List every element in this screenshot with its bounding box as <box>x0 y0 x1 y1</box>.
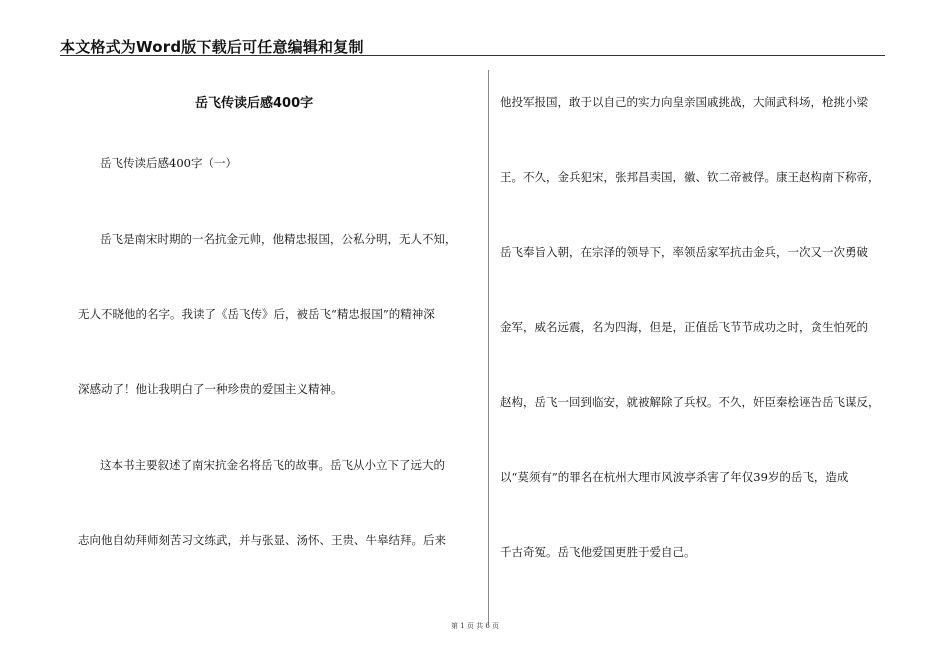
right-paragraph-line: 以“莫须有”的罪名在杭州大理市风波亭杀害了年仅39岁的岳飞，造成 <box>500 470 849 484</box>
right-paragraph-line: 王。不久，金兵犯宋，张邦昌卖国，徽、钦二帝被俘。康王赵构南下称帝， <box>500 170 880 184</box>
document-title: 岳飞传读后感400字 <box>195 96 314 111</box>
column-divider <box>488 70 489 625</box>
right-paragraph-line: 千古奇冤。岳飞他爱国更胜于爱自己。 <box>500 545 696 559</box>
document-banner: 本文格式为Word版下载后可任意编辑和复制 <box>60 38 364 56</box>
left-paragraph-line: 志向他自幼拜师刻苦习文练武，并与张显、汤怀、王贵、牛皋结拜。后来 <box>78 533 446 547</box>
right-paragraph-line: 赵构，岳飞一回到临安，就被解除了兵权。不久，奸臣秦桧诬告岳飞谋反， <box>500 395 880 409</box>
right-paragraph-line: 岳飞奉旨入朝，在宗泽的领导下，率领岳家军抗击金兵，一次又一次勇破 <box>500 245 868 259</box>
right-paragraph-line: 他投军报国，敢于以自己的实力向皇亲国戚挑战，大闹武科场，枪挑小梁 <box>500 95 868 109</box>
left-paragraph-line: 这本书主要叙述了南宋抗金名将岳飞的故事。岳飞从小立下了远大的 <box>100 458 445 472</box>
page-number: 第 1 页 共 6 页 <box>450 622 500 630</box>
banner-divider <box>60 55 885 56</box>
left-paragraph-heading: 岳飞传读后感400字（一） <box>100 156 237 170</box>
right-paragraph-line: 金军，威名远震，名为四海，但是，正值岳飞节节成功之时，贪生怕死的 <box>500 320 868 334</box>
left-paragraph-line: 无人不晓他的名字。我读了《岳飞传》后，被岳飞“精忠报国”的精神深 <box>78 307 435 321</box>
left-paragraph-line: 岳飞是南宋时期的一名抗金元帅，他精忠报国，公私分明，无人不知， <box>100 232 457 246</box>
left-paragraph-line: 深感动了！他让我明白了一种珍贵的爱国主义精神。 <box>78 382 343 396</box>
